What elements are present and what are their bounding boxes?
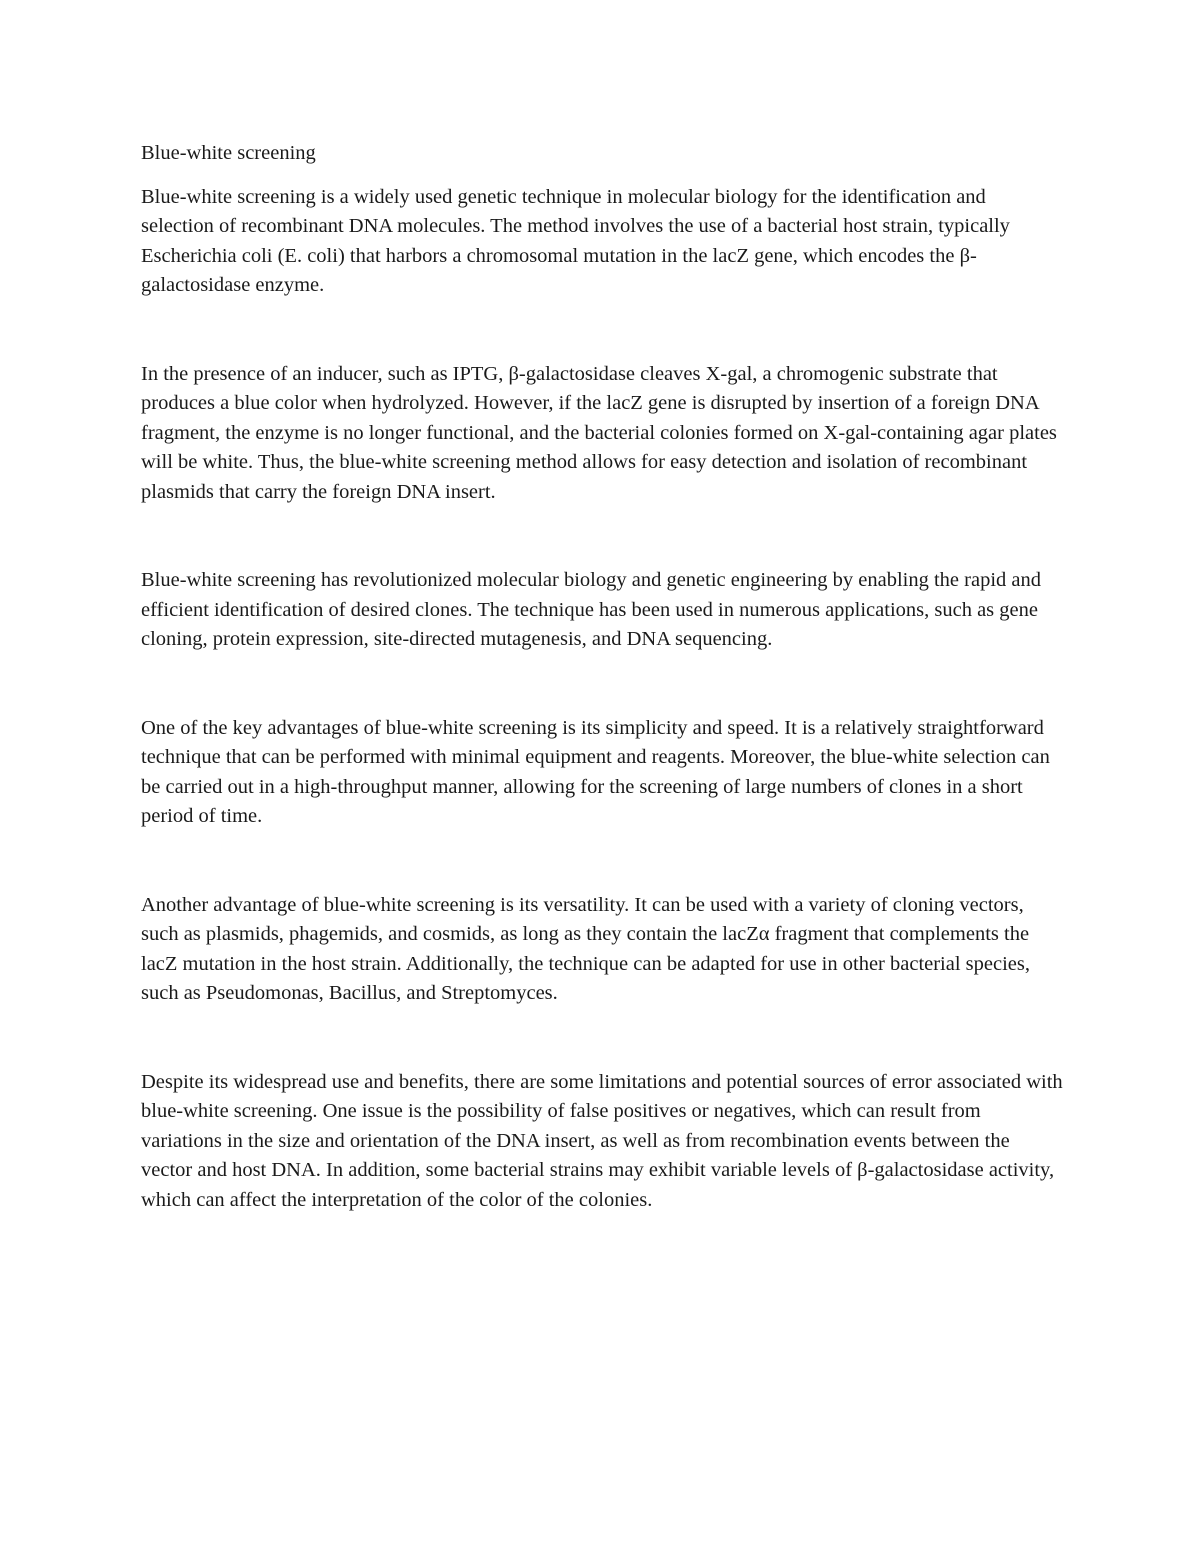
paragraph-impact: Blue-white screening has revolutionized molecular biology and genetic engineering by enabling the rapid and efficient identification of desired clones. The technique has been used in numerous applications, such as gene cloning, protein expression, site-directed mutagenesis, and DNA sequencing. — [141, 569, 1041, 650]
paragraph-limitations: Despite its widespread use and benefits, there are some limitations and potential sources of error associated with blue-white screening. One issue is the possibility of false positives or negatives, which can result from variations in the size and orientation of the DNA insert, as well as from recombination events between the vector and host DNA. In addition, some bacterial strains may exhibit variable levels of β-galactosidase activity, which can affect the interpretation of the color of the colonies. — [141, 1070, 1063, 1211]
paragraph-intro: Blue-white screening is a widely used genetic technique in molecular biology for the identification and selection of recombinant DNA molecules. The method involves the use of a bacterial host strain, typically Escherichia coli (E. coli) that harbors a chromosomal mutation in the lacZ gene, which encodes the β-galactosidase enzyme. — [141, 185, 1010, 296]
paragraph-simplicity: One of the key advantages of blue-white screening is its simplicity and speed. It is a relatively straightforward technique that can be performed with minimal equipment and reagents. Moreover, the blue-white selection can be carried out in a high-throughput manner, allowing for the screening of large numbers of clones in a short period of time. — [141, 716, 1050, 827]
paragraph-versatility: Another advantage of blue-white screening is its versatility. It can be used with a variety of cloning vectors, such as plasmids, phagemids, and cosmids, as long as they contain the lacZα fragment that complements the lacZ mutation in the host strain. Additionally, the technique can be adapted for use in other bacterial species, such as Pseudomonas, Bacillus, and Streptomyces. — [141, 893, 1030, 1004]
paragraph-mechanism: In the presence of an inducer, such as IPTG, β-galactosidase cleaves X-gal, a chromogenic substrate that produces a blue color when hydrolyzed. However, if the lacZ gene is disrupted by insertion of a foreign DNA fragment, the enzyme is no longer functional, and the bacterial colonies formed on X-gal-containing agar plates will be white. Thus, the blue-white screening method allows for easy detection and isolation of recombinant plasmids that carry the foreign DNA insert. — [141, 362, 1057, 503]
document-body — [141, 139, 1063, 1215]
document-title: Blue-white screening — [141, 142, 316, 164]
